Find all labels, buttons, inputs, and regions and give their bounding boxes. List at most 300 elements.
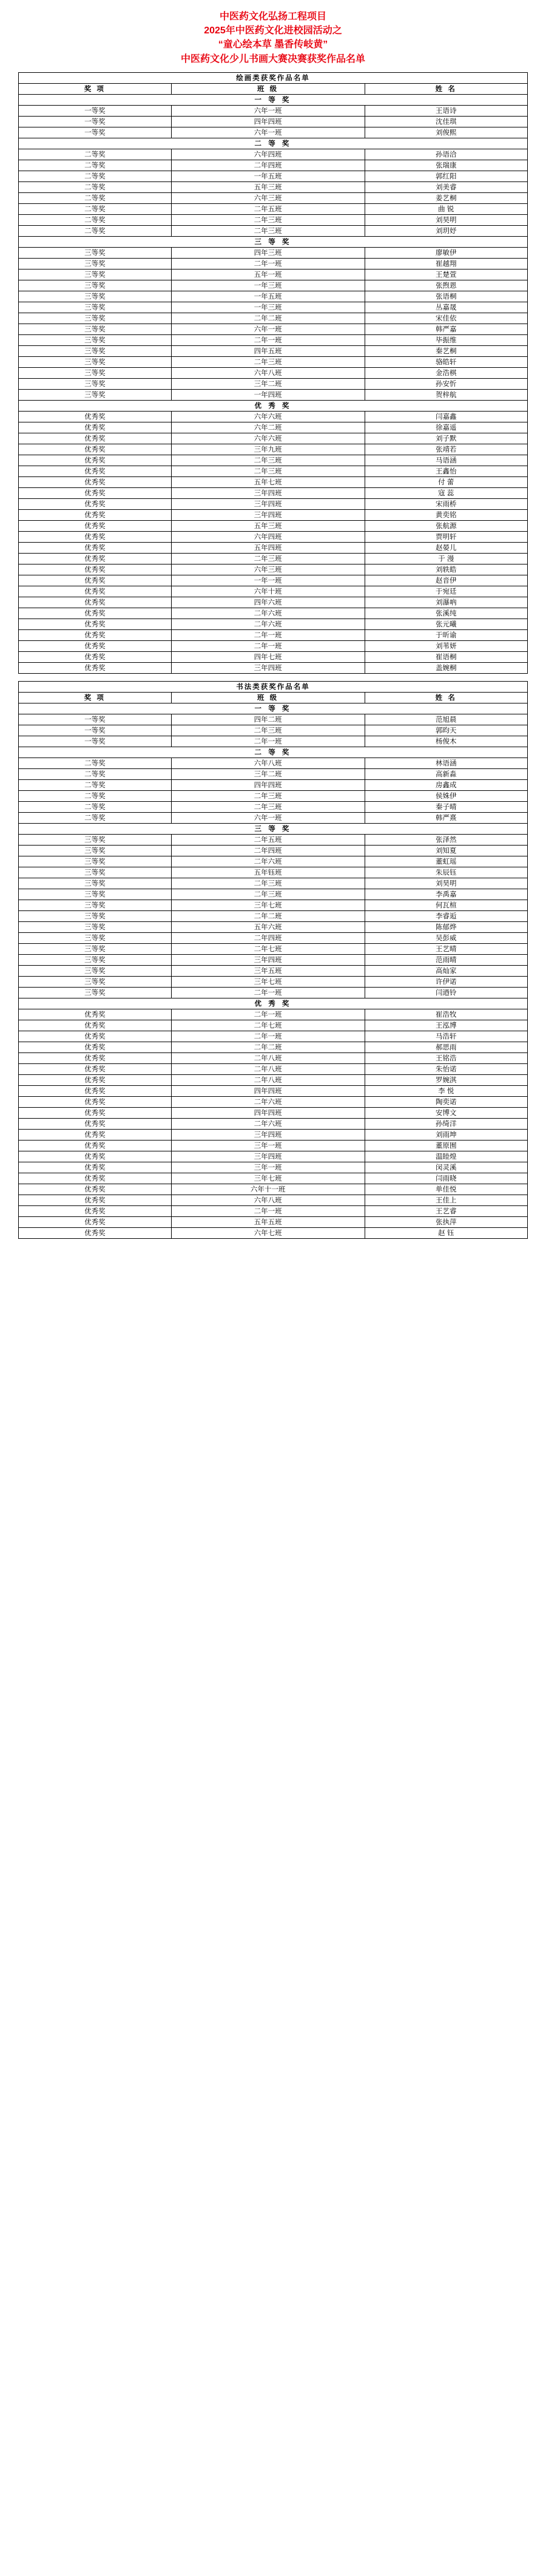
award-cell: 二等奖 [19, 790, 172, 801]
name-cell: 张靖若 [365, 444, 528, 455]
name-cell: 孙绮洋 [365, 1118, 528, 1129]
name-cell: 林语涵 [365, 758, 528, 768]
class-cell: 四年五班 [171, 345, 365, 356]
class-cell: 六年三班 [171, 564, 365, 575]
name-cell: 刘俊熙 [365, 127, 528, 138]
class-cell: 六年一班 [171, 324, 365, 334]
award-cell: 优秀奖 [19, 1140, 172, 1151]
award-cell: 优秀奖 [19, 1020, 172, 1031]
column-header-b: 班 级 [171, 83, 365, 94]
name-cell: 黄奕铭 [365, 509, 528, 520]
award-cell: 优秀奖 [19, 498, 172, 509]
name-cell: 于宛廷 [365, 586, 528, 597]
name-cell: 范旭晨 [365, 714, 528, 725]
table-row [19, 714, 528, 725]
class-cell: 二年一班 [171, 1031, 365, 1042]
column-header-row [19, 83, 528, 94]
column-header-c: 姓 名 [365, 692, 528, 703]
award-cell: 优秀奖 [19, 553, 172, 564]
class-cell: 三年四班 [171, 662, 365, 673]
table-row [19, 1063, 528, 1074]
table-row [19, 640, 528, 651]
award-cell: 优秀奖 [19, 575, 172, 586]
class-cell: 一年三班 [171, 302, 365, 313]
award-cell: 三等奖 [19, 324, 172, 334]
name-cell: 王艺睿 [365, 1205, 528, 1216]
class-cell: 二年三班 [171, 790, 365, 801]
table-row [19, 1195, 528, 1205]
class-cell: 三年九班 [171, 444, 365, 455]
column-header-b: 班 级 [171, 692, 365, 703]
name-cell: 闫嘉鑫 [365, 411, 528, 422]
award-cell: 优秀奖 [19, 542, 172, 553]
award-band-row [19, 747, 528, 758]
page-title [18, 6, 528, 72]
name-cell: 张瑞康 [365, 160, 528, 171]
award-cell: 三等奖 [19, 345, 172, 356]
name-cell: 朱辰钰 [365, 867, 528, 878]
class-cell: 六年二班 [171, 422, 365, 433]
table-row [19, 812, 528, 823]
table-row [19, 520, 528, 531]
award-cell: 优秀奖 [19, 1216, 172, 1227]
award-cell: 三等奖 [19, 900, 172, 910]
name-cell: 王佳上 [365, 1195, 528, 1205]
award-cell: 优秀奖 [19, 1162, 172, 1173]
name-cell: 高灿家 [365, 965, 528, 976]
name-cell: 崔浩牧 [365, 1009, 528, 1020]
column-header-a: 奖 项 [19, 83, 172, 94]
table-row [19, 768, 528, 779]
class-cell: 一年一班 [171, 575, 365, 586]
award-cell: 二等奖 [19, 149, 172, 160]
award-cell: 优秀奖 [19, 1184, 172, 1195]
class-cell: 二年三班 [171, 889, 365, 900]
table-row [19, 976, 528, 987]
table-row [19, 487, 528, 498]
class-cell: 二年二班 [171, 1042, 365, 1052]
table-row [19, 192, 528, 203]
name-cell: 朱怡诺 [365, 1063, 528, 1074]
award-cell: 三等奖 [19, 367, 172, 378]
name-cell: 韩严嘉 [365, 324, 528, 334]
table-row [19, 758, 528, 768]
name-cell: 王楚萱 [365, 269, 528, 280]
title-line-2: 2025年中医药文化进校园活动之 [204, 25, 342, 36]
class-cell: 二年四班 [171, 160, 365, 171]
name-cell: 崔越翔 [365, 258, 528, 269]
class-cell: 二年四班 [171, 932, 365, 943]
name-cell: 马浩轩 [365, 1031, 528, 1042]
name-cell: 崔语桐 [365, 651, 528, 662]
name-cell: 闫迺铃 [365, 987, 528, 998]
class-cell: 二年三班 [171, 878, 365, 889]
name-cell: 董原囿 [365, 1140, 528, 1151]
award-cell: 二等奖 [19, 779, 172, 790]
table-row [19, 1129, 528, 1140]
award-cell: 优秀奖 [19, 586, 172, 597]
award-cell: 优秀奖 [19, 1151, 172, 1162]
class-cell: 一年五班 [171, 291, 365, 302]
class-cell: 六年三班 [171, 192, 365, 203]
title-line-3: “童心绘本草 墨香传岐黄” [218, 39, 328, 50]
award-band-label: 一 等 奖 [19, 94, 528, 105]
section-title: 绘画类获奖作品名单 [19, 72, 528, 83]
name-cell: 盖婉桐 [365, 662, 528, 673]
name-cell: 张泽然 [365, 834, 528, 845]
class-cell: 三年四班 [171, 1151, 365, 1162]
award-cell: 优秀奖 [19, 1009, 172, 1020]
table-row [19, 608, 528, 619]
class-cell: 六年八班 [171, 758, 365, 768]
class-cell: 三年二班 [171, 378, 365, 389]
table-row [19, 575, 528, 586]
class-cell: 二年五班 [171, 834, 365, 845]
name-cell: 刘美睿 [365, 181, 528, 192]
table-row [19, 334, 528, 345]
name-cell: 付 蕾 [365, 476, 528, 487]
name-cell: 骆皓轩 [365, 356, 528, 367]
table-row [19, 1205, 528, 1216]
name-cell: 张执萍 [365, 1216, 528, 1227]
award-cell: 二等奖 [19, 768, 172, 779]
name-cell: 刘昊明 [365, 878, 528, 889]
table-row [19, 889, 528, 900]
table-row [19, 954, 528, 965]
title-line-4: 中医药文化少儿书画大赛决赛获奖作品名单 [180, 53, 365, 64]
award-cell: 二等奖 [19, 160, 172, 171]
class-cell: 二年一班 [171, 640, 365, 651]
name-cell: 秦艺桐 [365, 345, 528, 356]
award-cell: 二等奖 [19, 758, 172, 768]
name-cell: 廖敏伊 [365, 247, 528, 258]
section-title-row [19, 72, 528, 83]
table-row [19, 1151, 528, 1162]
class-cell: 二年八班 [171, 1052, 365, 1063]
award-cell: 三等奖 [19, 878, 172, 889]
table-row [19, 910, 528, 921]
name-cell: 秦子晴 [365, 801, 528, 812]
award-cell: 三等奖 [19, 280, 172, 291]
table-row [19, 1216, 528, 1227]
table-row [19, 867, 528, 878]
award-cell: 优秀奖 [19, 444, 172, 455]
class-cell: 五年三班 [171, 520, 365, 531]
table-row [19, 1227, 528, 1238]
class-cell: 三年一班 [171, 1162, 365, 1173]
table-row [19, 313, 528, 324]
class-cell: 二年二班 [171, 313, 365, 324]
award-cell: 优秀奖 [19, 1085, 172, 1096]
class-cell: 二年三班 [171, 801, 365, 812]
award-band-label: 三 等 奖 [19, 236, 528, 247]
name-cell: 刘苇妍 [365, 640, 528, 651]
award-cell: 三等奖 [19, 910, 172, 921]
award-cell: 优秀奖 [19, 608, 172, 619]
name-cell: 刘知夏 [365, 845, 528, 856]
name-cell: 孙安忻 [365, 378, 528, 389]
award-cell: 优秀奖 [19, 629, 172, 640]
name-cell: 许伊诺 [365, 976, 528, 987]
class-cell: 四年二班 [171, 714, 365, 725]
award-cell: 二等奖 [19, 171, 172, 181]
class-cell: 二年六班 [171, 1096, 365, 1107]
name-cell: 徐嘉遥 [365, 422, 528, 433]
table-row [19, 542, 528, 553]
name-cell: 李禹嘉 [365, 889, 528, 900]
award-cell: 二等奖 [19, 203, 172, 214]
award-cell: 一等奖 [19, 105, 172, 116]
name-cell: 马语涵 [365, 455, 528, 466]
name-cell: 王语诗 [365, 105, 528, 116]
class-cell: 六年十班 [171, 586, 365, 597]
award-cell: 一等奖 [19, 714, 172, 725]
class-cell: 二年七班 [171, 1020, 365, 1031]
award-band-label: 二 等 奖 [19, 138, 528, 149]
class-cell: 四年六班 [171, 597, 365, 608]
class-cell: 五年三班 [171, 181, 365, 192]
table-row [19, 1118, 528, 1129]
name-cell: 侯姝伊 [365, 790, 528, 801]
table-row [19, 1020, 528, 1031]
class-cell: 一年四班 [171, 389, 365, 400]
name-cell: 于 漫 [365, 553, 528, 564]
award-cell: 二等奖 [19, 181, 172, 192]
name-cell: 刘雨坤 [365, 1129, 528, 1140]
name-cell: 王鑫怡 [365, 466, 528, 476]
name-cell: 刘瀑吶 [365, 597, 528, 608]
name-cell: 闫雨晓 [365, 1173, 528, 1184]
award-band-label: 优 秀 奖 [19, 998, 528, 1009]
award-cell: 三等奖 [19, 856, 172, 867]
award-band-row [19, 400, 528, 411]
award-band-row [19, 998, 528, 1009]
table-row [19, 725, 528, 736]
class-cell: 二年六班 [171, 856, 365, 867]
class-cell: 三年七班 [171, 976, 365, 987]
table-row [19, 834, 528, 845]
award-cell: 二等奖 [19, 801, 172, 812]
name-cell: 赵晏儿 [365, 542, 528, 553]
name-cell: 王铭浩 [365, 1052, 528, 1063]
name-cell: 丛嘉晟 [365, 302, 528, 313]
name-cell: 寇 蕊 [365, 487, 528, 498]
class-cell: 六年六班 [171, 411, 365, 422]
name-cell: 张溪纯 [365, 608, 528, 619]
class-cell: 三年四班 [171, 954, 365, 965]
table-row [19, 1107, 528, 1118]
table-row [19, 779, 528, 790]
award-cell: 三等奖 [19, 291, 172, 302]
award-cell: 优秀奖 [19, 1227, 172, 1238]
name-cell: 金浩棋 [365, 367, 528, 378]
table-row [19, 1052, 528, 1063]
award-band-row [19, 823, 528, 834]
award-band-label: 二 等 奖 [19, 747, 528, 758]
award-cell: 三等奖 [19, 247, 172, 258]
award-cell: 三等奖 [19, 976, 172, 987]
table-row [19, 1031, 528, 1042]
award-cell: 优秀奖 [19, 422, 172, 433]
name-cell: 郭昀天 [365, 725, 528, 736]
name-cell: 赵 钰 [365, 1227, 528, 1238]
table-row [19, 932, 528, 943]
name-cell: 李睿逅 [365, 910, 528, 921]
award-cell: 优秀奖 [19, 1205, 172, 1216]
class-cell: 六年十一班 [171, 1184, 365, 1195]
award-cell: 三等奖 [19, 356, 172, 367]
name-cell: 贺梓航 [365, 389, 528, 400]
table-row [19, 149, 528, 160]
award-cell: 三等奖 [19, 269, 172, 280]
award-cell: 三等奖 [19, 932, 172, 943]
table-row [19, 921, 528, 932]
class-cell: 二年七班 [171, 943, 365, 954]
table-row [19, 1173, 528, 1184]
table-row [19, 378, 528, 389]
name-cell: 刘轶皓 [365, 564, 528, 575]
name-cell: 孙语洽 [365, 149, 528, 160]
award-band-row [19, 703, 528, 714]
table-row [19, 736, 528, 747]
table-row [19, 247, 528, 258]
class-cell: 二年六班 [171, 619, 365, 629]
class-cell: 二年一班 [171, 987, 365, 998]
column-header-row [19, 692, 528, 703]
award-cell: 优秀奖 [19, 1129, 172, 1140]
column-header-a: 奖 项 [19, 692, 172, 703]
class-cell: 二年一班 [171, 1009, 365, 1020]
name-cell: 姜艺桐 [365, 192, 528, 203]
table-row [19, 258, 528, 269]
class-cell: 六年四班 [171, 531, 365, 542]
name-cell: 何瓦楦 [365, 900, 528, 910]
award-cell: 优秀奖 [19, 651, 172, 662]
name-cell: 张航源 [365, 520, 528, 531]
award-cell: 三等奖 [19, 943, 172, 954]
award-cell: 优秀奖 [19, 1052, 172, 1063]
table-row [19, 900, 528, 910]
table-row [19, 367, 528, 378]
class-cell: 三年四班 [171, 1129, 365, 1140]
class-cell: 一年五班 [171, 171, 365, 181]
table-row [19, 1042, 528, 1052]
table-row [19, 943, 528, 954]
name-cell: 刘昊明 [365, 214, 528, 225]
name-cell: 安博文 [365, 1107, 528, 1118]
award-cell: 二等奖 [19, 225, 172, 236]
class-cell: 三年四班 [171, 498, 365, 509]
award-cell: 三等奖 [19, 334, 172, 345]
table-row [19, 433, 528, 444]
class-cell: 六年八班 [171, 1195, 365, 1205]
table-row [19, 345, 528, 356]
class-cell: 四年四班 [171, 1107, 365, 1118]
class-cell: 二年二班 [171, 910, 365, 921]
award-cell: 二等奖 [19, 192, 172, 203]
award-cell: 优秀奖 [19, 564, 172, 575]
class-cell: 三年七班 [171, 900, 365, 910]
class-cell: 六年八班 [171, 367, 365, 378]
name-cell: 于昕谕 [365, 629, 528, 640]
award-cell: 三等奖 [19, 389, 172, 400]
class-cell: 三年五班 [171, 965, 365, 976]
award-cell: 一等奖 [19, 116, 172, 127]
table-row [19, 553, 528, 564]
award-cell: 优秀奖 [19, 640, 172, 651]
table-row [19, 225, 528, 236]
name-cell: 贾明轩 [365, 531, 528, 542]
award-cell: 优秀奖 [19, 1031, 172, 1042]
award-cell: 优秀奖 [19, 411, 172, 422]
name-cell: 温睦煌 [365, 1151, 528, 1162]
class-cell: 二年三班 [171, 725, 365, 736]
class-cell: 一年三班 [171, 280, 365, 291]
title-line-1: 中医药文化弘扬工程项目 [219, 12, 326, 22]
table-row [19, 203, 528, 214]
award-band-label: 优 秀 奖 [19, 400, 528, 411]
award-cell: 二等奖 [19, 812, 172, 823]
award-cell: 一等奖 [19, 736, 172, 747]
table-row [19, 987, 528, 998]
table-row [19, 302, 528, 313]
table-row [19, 1140, 528, 1151]
class-cell: 二年一班 [171, 258, 365, 269]
name-cell: 张元曦 [365, 619, 528, 629]
table-row [19, 291, 528, 302]
name-cell: 单佳悦 [365, 1184, 528, 1195]
class-cell: 五年五班 [171, 1216, 365, 1227]
class-cell: 五年七班 [171, 476, 365, 487]
award-cell: 优秀奖 [19, 1074, 172, 1085]
column-header-c: 姓 名 [365, 83, 528, 94]
award-cell: 一等奖 [19, 127, 172, 138]
table-row [19, 498, 528, 509]
award-cell: 三等奖 [19, 378, 172, 389]
class-cell: 二年一班 [171, 334, 365, 345]
award-cell: 优秀奖 [19, 619, 172, 629]
class-cell: 二年四班 [171, 845, 365, 856]
award-cell: 三等奖 [19, 987, 172, 998]
table-row [19, 455, 528, 466]
table-row [19, 171, 528, 181]
name-cell: 李 悦 [365, 1085, 528, 1096]
class-cell: 二年六班 [171, 608, 365, 619]
name-cell: 王泓博 [365, 1020, 528, 1031]
class-cell: 三年四班 [171, 509, 365, 520]
table-row [19, 214, 528, 225]
class-cell: 二年一班 [171, 629, 365, 640]
table-row [19, 1096, 528, 1107]
name-cell: 刘玥妤 [365, 225, 528, 236]
class-cell: 四年四班 [171, 1085, 365, 1096]
award-cell: 优秀奖 [19, 1107, 172, 1118]
award-cell: 三等奖 [19, 889, 172, 900]
table-row [19, 1009, 528, 1020]
class-cell: 五年六班 [171, 921, 365, 932]
award-cell: 优秀奖 [19, 1118, 172, 1129]
class-cell: 四年七班 [171, 651, 365, 662]
award-band-label: 三 等 奖 [19, 823, 528, 834]
table-row [19, 105, 528, 116]
award-cell: 三等奖 [19, 834, 172, 845]
table-row [19, 531, 528, 542]
table-row [19, 790, 528, 801]
table-row [19, 324, 528, 334]
award-cell: 优秀奖 [19, 1042, 172, 1052]
award-table [18, 681, 528, 1239]
award-cell: 优秀奖 [19, 1063, 172, 1074]
